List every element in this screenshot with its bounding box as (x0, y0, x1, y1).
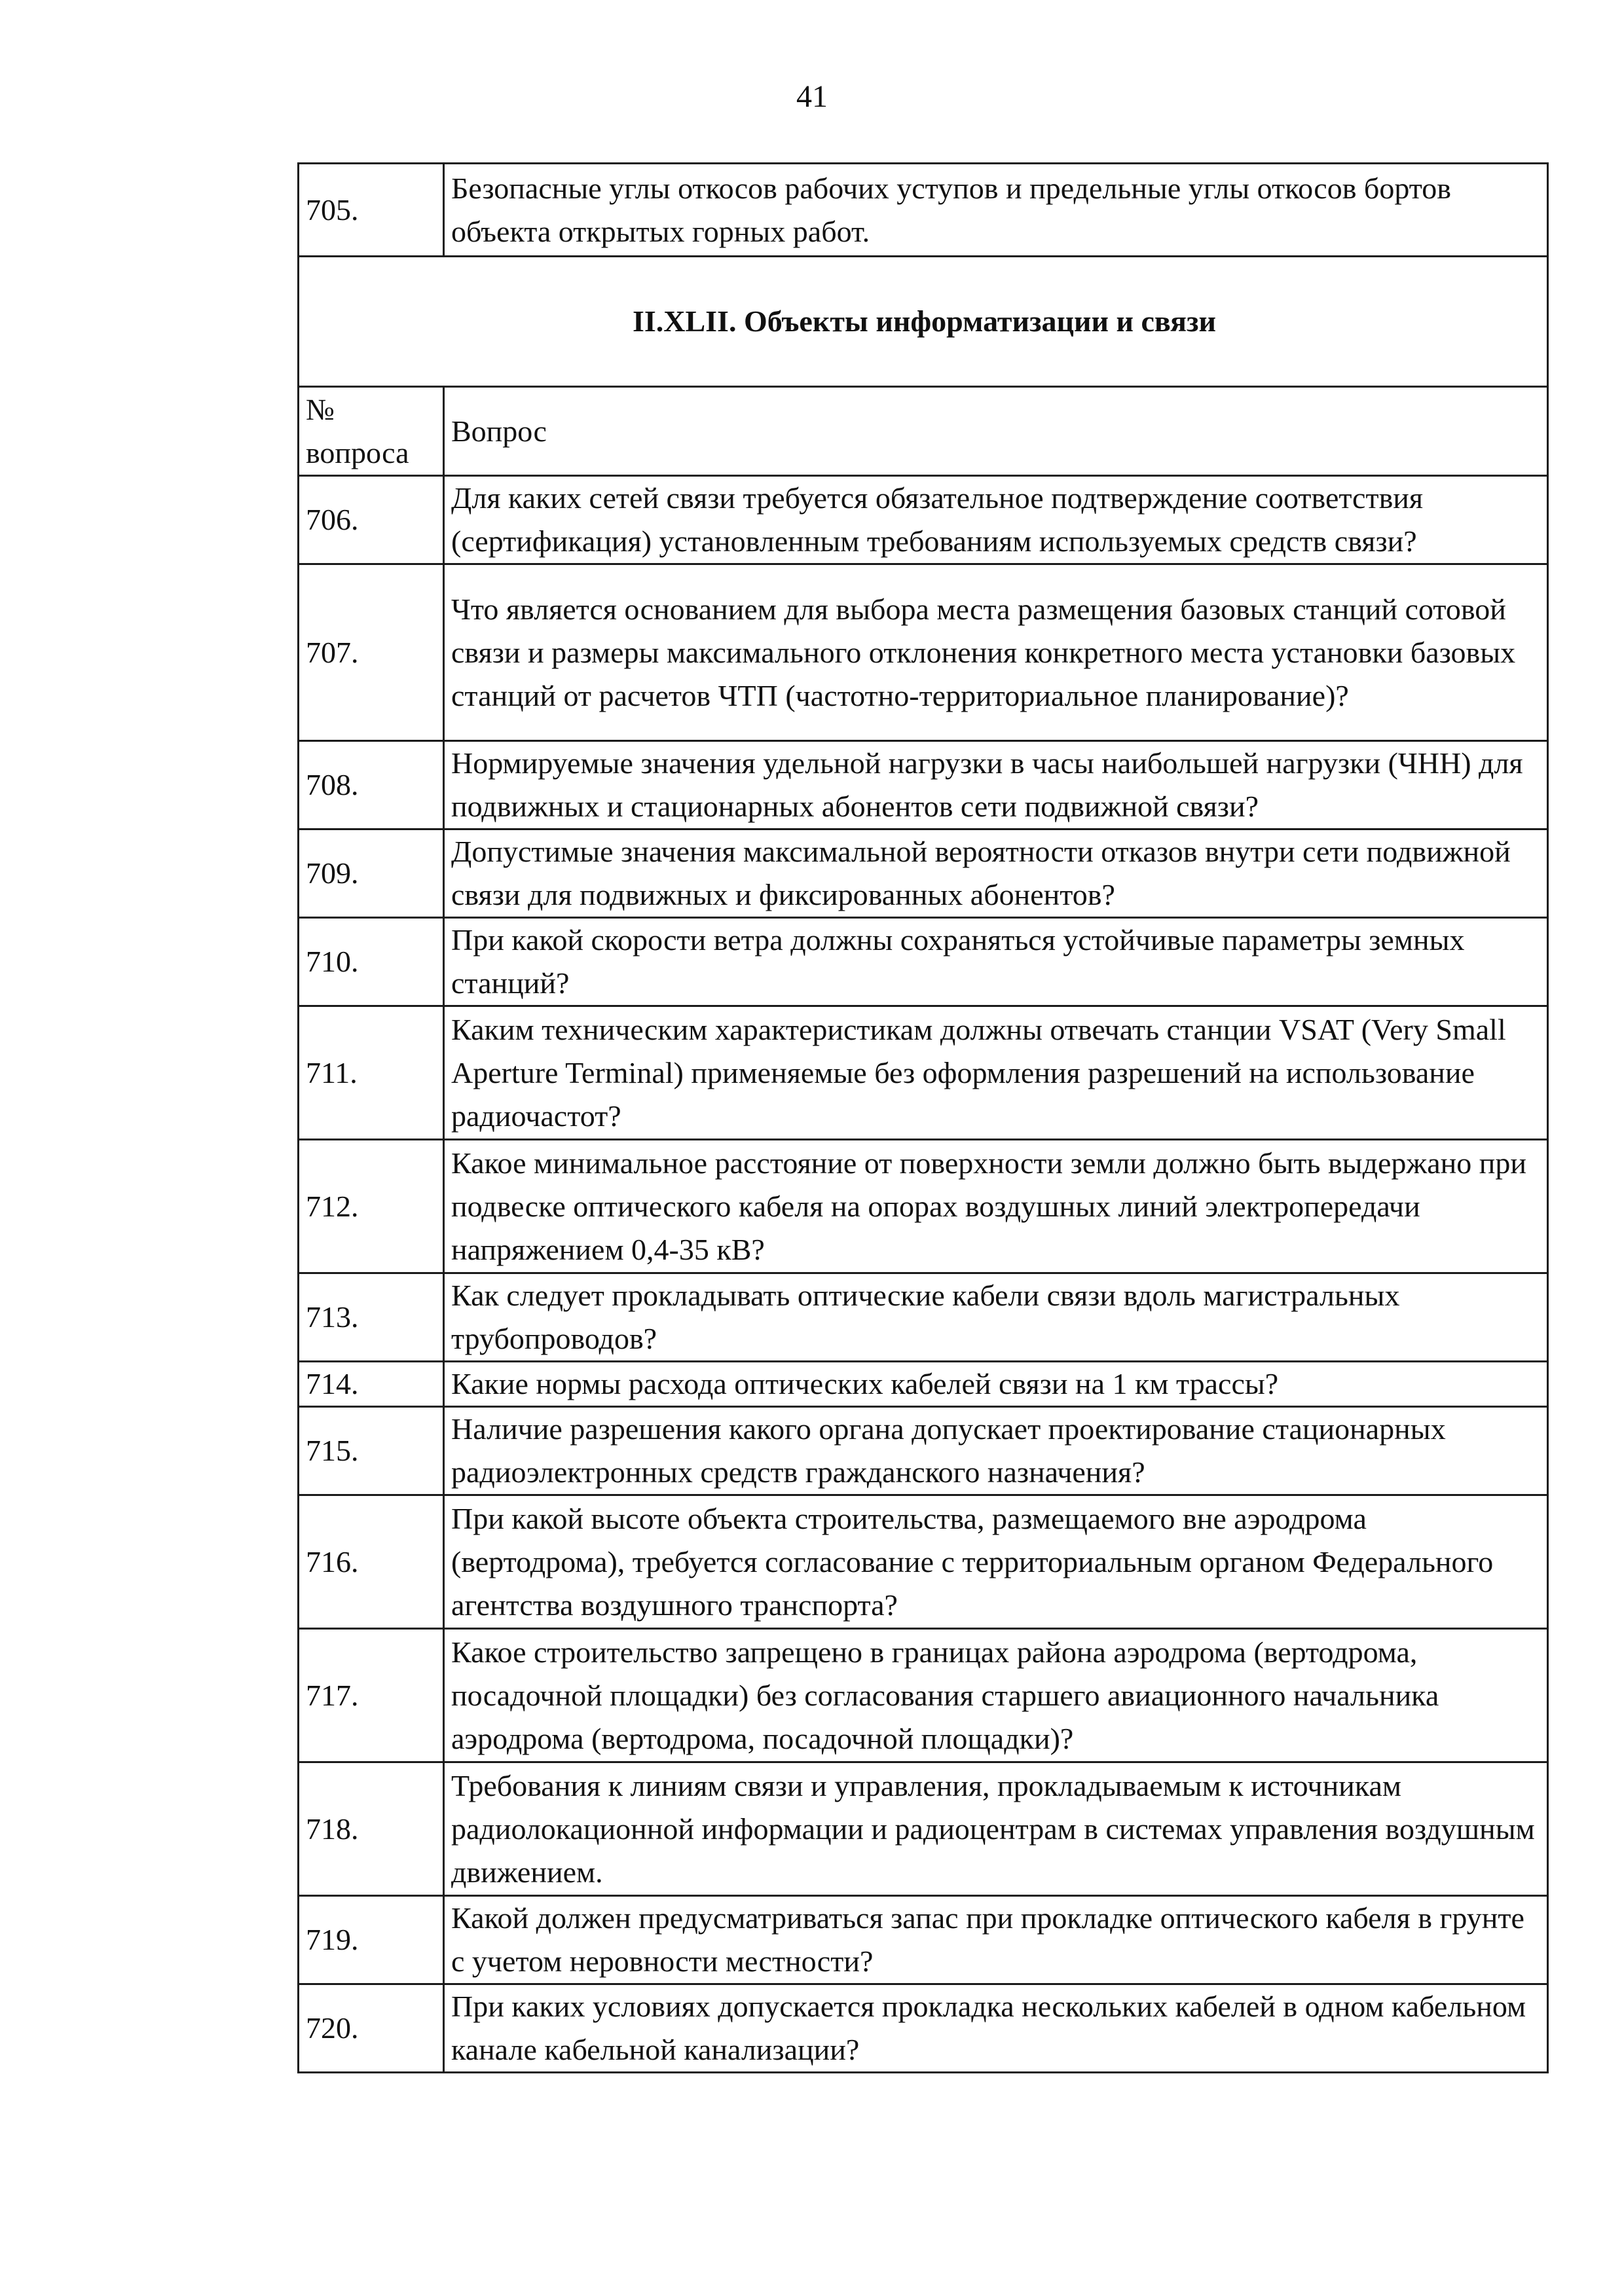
section-heading-row (299, 257, 1548, 387)
question-number: 708. (299, 741, 444, 829)
question-text: Какой должен предусматриваться запас при прокладке оптического кабеля в грунте с учетом неровности местности? (444, 1896, 1548, 1984)
question-number: 720. (299, 1984, 444, 2073)
question-number: 715. (299, 1407, 444, 1495)
question-text: Как следует прокладывать оптические кабели связи вдоль магистральных трубопроводов? (444, 1273, 1548, 1362)
table-row-705 (299, 164, 1548, 257)
table-row (299, 1896, 1548, 1984)
question-number: 719. (299, 1896, 444, 1984)
question-text: Безопасные углы откосов рабочих уступов и предельные углы откосов бортов объекта открытых горных работ. (444, 164, 1548, 257)
table-row (299, 1140, 1548, 1273)
question-number: 713. (299, 1273, 444, 1362)
table-row (299, 918, 1548, 1006)
question-number: 712. (299, 1140, 444, 1273)
questions-table (297, 162, 1549, 2073)
table-row (299, 741, 1548, 829)
question-text: Требования к линиям связи и управления, прокладываемым к источникам радиолокационной информации и радиоцентрам в системах управления воздушным движением. (444, 1762, 1548, 1896)
question-number: 714. (299, 1362, 444, 1407)
question-text: При каких условиях допускается прокладка нескольких кабелей в одном кабельном канале кабельной канализации? (444, 1984, 1548, 2073)
table-row (299, 564, 1548, 741)
question-text: Что является основанием для выбора места размещения базовых станций сотовой связи и размеры максимального отклонения конкретного места установки базовых станций от расчетов ЧТП (частотно-территориальное планирование)? (444, 564, 1548, 741)
question-text: Для каких сетей связи требуется обязательное подтверждение соответствия (сертификация) установленным требованиям используемых средств связи? (444, 476, 1548, 564)
header-question-label: Вопрос (444, 387, 1548, 476)
question-text: Какое минимальное расстояние от поверхности земли должно быть выдержано при подвеске оптического кабеля на опорах воздушных линий электропередачи напряжением 0,4-35 кВ? (444, 1140, 1548, 1273)
question-number: 711. (299, 1006, 444, 1140)
question-number: 718. (299, 1762, 444, 1896)
question-number: 710. (299, 918, 444, 1006)
page-number: 41 (796, 79, 828, 114)
question-rows (299, 476, 1548, 2073)
question-text: Наличие разрешения какого органа допускает проектирование стационарных радиоэлектронных средств гражданского назначения? (444, 1407, 1548, 1495)
question-number: 706. (299, 476, 444, 564)
table-row (299, 476, 1548, 564)
question-number: 709. (299, 829, 444, 918)
question-number: 707. (299, 564, 444, 741)
question-text: Допустимые значения максимальной вероятности отказов внутри сети подвижной связи для подвижных и фиксированных абонентов? (444, 829, 1548, 918)
question-number: 705. (299, 164, 444, 257)
section-title: II.XLII. Объекты информатизации и связи (299, 257, 1548, 387)
question-text: Какое строительство запрещено в границах района аэродрома (вертодрома, посадочной площадки) без согласования старшего авиационного начальника аэродрома (вертодрома, посадочной площадки)? (444, 1629, 1548, 1762)
table-row (299, 1362, 1548, 1407)
table-row (299, 1984, 1548, 2073)
table-row (299, 1407, 1548, 1495)
question-number: 716. (299, 1495, 444, 1629)
header-number-label: № вопроса (299, 387, 444, 476)
table-header-row (299, 387, 1548, 476)
question-text: При какой высоте объекта строительства, размещаемого вне аэродрома (вертодрома), требуется согласование с территориальным органом Федерального агентства воздушного транспорта? (444, 1495, 1548, 1629)
question-number: 717. (299, 1629, 444, 1762)
table-row (299, 1495, 1548, 1629)
table-row (299, 1006, 1548, 1140)
table-row (299, 1273, 1548, 1362)
question-text: Нормируемые значения удельной нагрузки в часы наибольшей нагрузки (ЧНН) для подвижных и стационарных абонентов сети подвижной связи? (444, 741, 1548, 829)
question-text: Каким техническим характеристикам должны отвечать станции VSAT (Very Small Aperture Terminal) применяемые без оформления разрешений на использование радиочастот? (444, 1006, 1548, 1140)
table-row (299, 1762, 1548, 1896)
table-row (299, 829, 1548, 918)
question-text: При какой скорости ветра должны сохраняться устойчивые параметры земных станций? (444, 918, 1548, 1006)
question-text: Какие нормы расхода оптических кабелей связи на 1 км трассы? (444, 1362, 1548, 1407)
table-row (299, 1629, 1548, 1762)
